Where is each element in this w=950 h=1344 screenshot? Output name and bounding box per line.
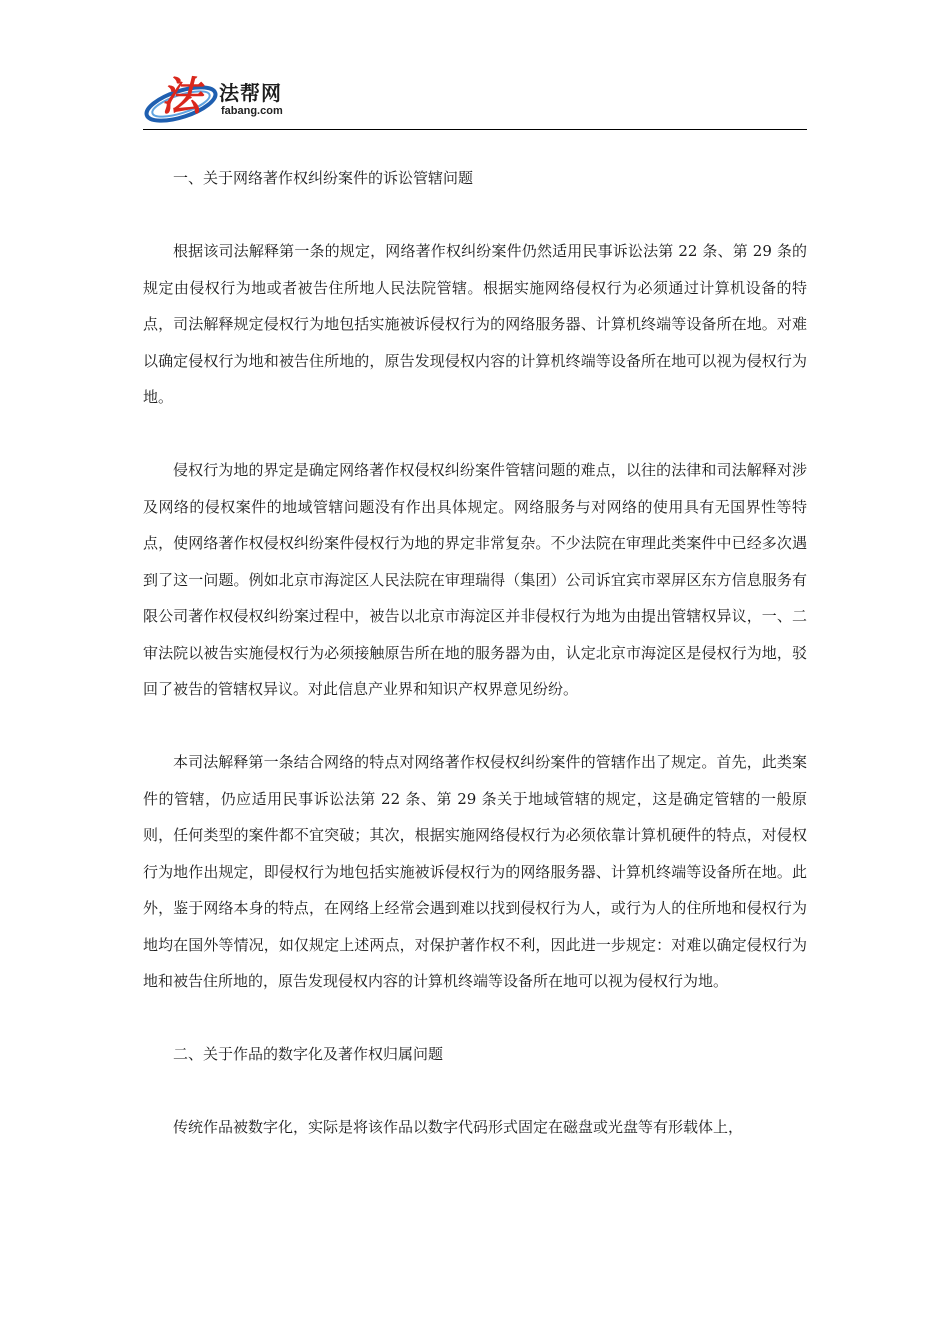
paragraph-1: 根据该司法解释第一条的规定，网络著作权纠纷案件仍然适用民事诉讼法第 22 条、第 29 条的规定由侵权行为地或者被告住所地人民法院管辖。根据实施网络侵权行为必须通过计算机设备的特点，司法解释规定侵权行为地包括实施被诉侵权行为的网络服务器、计算机终端等设备所在地。对难以确定侵权行为地和被告住所地的，原告发现侵权内容的计算机终端等设备所在地可以视为侵权行为地。 (143, 242, 807, 406)
logo-mark-glyph: 法 (161, 73, 201, 120)
logo-site-name: 法帮网 (219, 81, 282, 105)
section-heading-1: 一、关于网络著作权纠纷案件的诉讼管辖问题 (173, 169, 474, 187)
page-header (143, 66, 807, 130)
logo-domain: fabang.com (221, 105, 283, 117)
fabang-logo-icon (143, 66, 223, 126)
paragraph-2: 侵权行为地的界定是确定网络著作权侵权纠纷案件管辖问题的难点，以往的法律和司法解释对涉及网络的侵权案件的地域管辖问题没有作出具体规定。网络服务与对网络的使用具有无国界性等特点，使网络著作权侵权纠纷案件侵权行为地的界定非常复杂。不少法院在审理此类案件中已经多次遇到了这一问题。例如北京市海淀区人民法院在审理瑞得（集团）公司诉宜宾市翠屏区东方信息服务有限公司著作权侵权纠纷案过程中，被告以北京市海淀区并非侵权行为地为由提出管辖权异议，一、二审法院以被告实施侵权行为必须接触原告所在地的服务器为由，认定北京市海淀区是侵权行为地，驳回了被告的管辖权异议。对此信息产业界和知识产权界意见纷纷。 (143, 461, 807, 698)
article-body (143, 160, 807, 1182)
section-heading-2: 二、关于作品的数字化及著作权归属问题 (173, 1045, 444, 1063)
paragraph-4: 传统作品被数字化，实际是将该作品以数字代码形式固定在磁盘或光盘等有形载体上， (173, 1118, 744, 1136)
header-divider (143, 129, 807, 130)
paragraph-3: 本司法解释第一条结合网络的特点对网络著作权侵权纠纷案件的管辖作出了规定。首先，此类案件的管辖，仍应适用民事诉讼法第 22 条、第 29 条关于地域管辖的规定，这是确定管辖的一般原则，任何类型的案件都不宜突破；其次，根据实施网络侵权行为必须依靠计算机硬件的特点，对侵权行为地作出规定，即侵权行为地包括实施被诉侵权行为的网络服务器、计算机终端等设备所在地。此外，鉴于网络本身的特点，在网络上经常会遇到难以找到侵权行为人，或行为人的住所地和侵权行为地均在国外等情况，如仅规定上述两点，对保护著作权不利，因此进一步规定：对难以确定侵权行为地和被告住所地的，原告发现侵权内容的计算机终端等设备所在地可以视为侵权行为地。 (143, 753, 807, 990)
site-logo[interactable] (143, 66, 313, 126)
